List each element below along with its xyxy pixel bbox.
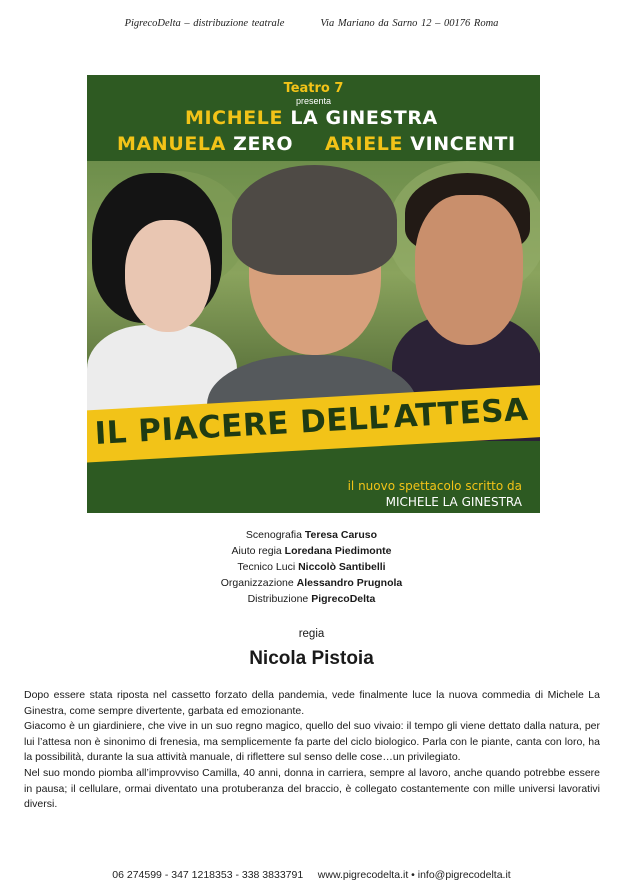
contact-footer: 06 274599 - 347 1218353 - 338 3833791 www.pigrecodelta.it • info@pigrecodelta.it xyxy=(112,869,511,881)
credit-row: Organizzazione Alessandro Prugnola xyxy=(220,577,403,589)
synopsis-paragraph: Dopo essere stata riposta nel cassetto forzato della pandemia, vede finalmente luce la nuova commedia di Michele La Ginestra, come sempre divertente, garbata ed emozionante. xyxy=(24,689,600,717)
synopsis-paragraph: Nel suo mondo piomba all’improvviso Camilla, 40 anni, donna in carriera, sempre al lavoro, anche quando potrebbe essere in pausa; il cellulare, ormai diventato una protuberanza del braccio, è collegato costantemente con mille universi lavorativi diversi. xyxy=(24,766,600,811)
credit-row: Aiuto regia Loredana Piedimonte xyxy=(231,545,392,557)
presenta-label: presenta xyxy=(295,96,332,106)
poster-author: MICHELE LA GINESTRA xyxy=(385,495,522,509)
letterhead-company: PigrecoDelta – distribuzione teatrale xyxy=(124,18,285,29)
regia-label: regia xyxy=(298,628,325,640)
synopsis-paragraph: Giacomo è un giardiniere, che vive in un suo regno magico, quello del suo vivaio: il tempo gli viene dettato dalla natura, per lui l’attesa non è sinonimo di frenesia, ma semplicemente fa parte del ciclo biologico. Parla con le piante, canta con loro, ha la possibilità, durante la sua attività manuale, di riflettere sul senso delle cose…un privilegiato. xyxy=(24,720,600,764)
show-title: IL PIACERE DELL’ATTESA xyxy=(93,391,530,452)
theater-name: Teatro 7 xyxy=(283,81,344,96)
letterhead xyxy=(0,18,623,29)
letterhead-address: Via Mariano da Sarno 12 – 00176 Roma xyxy=(320,18,499,29)
credit-row: Scenografia Teresa Caruso xyxy=(245,529,378,541)
credit-row: Tecnico Luci Niccolò Santibelli xyxy=(237,561,386,573)
poster-subtitle: il nuovo spettacolo scritto da xyxy=(347,479,522,493)
cast-name-1: MICHELE LA GINESTRA xyxy=(185,107,438,129)
cast-name-3: ARIELE VINCENTI xyxy=(325,133,516,155)
director-name: Nicola Pistoia xyxy=(249,648,374,669)
synopsis xyxy=(24,688,600,813)
credits-list xyxy=(0,527,623,607)
credit-row: Distribuzione PigrecoDelta xyxy=(247,593,376,605)
show-poster xyxy=(87,75,540,513)
cast-name-2: MANUELA ZERO xyxy=(117,133,294,155)
